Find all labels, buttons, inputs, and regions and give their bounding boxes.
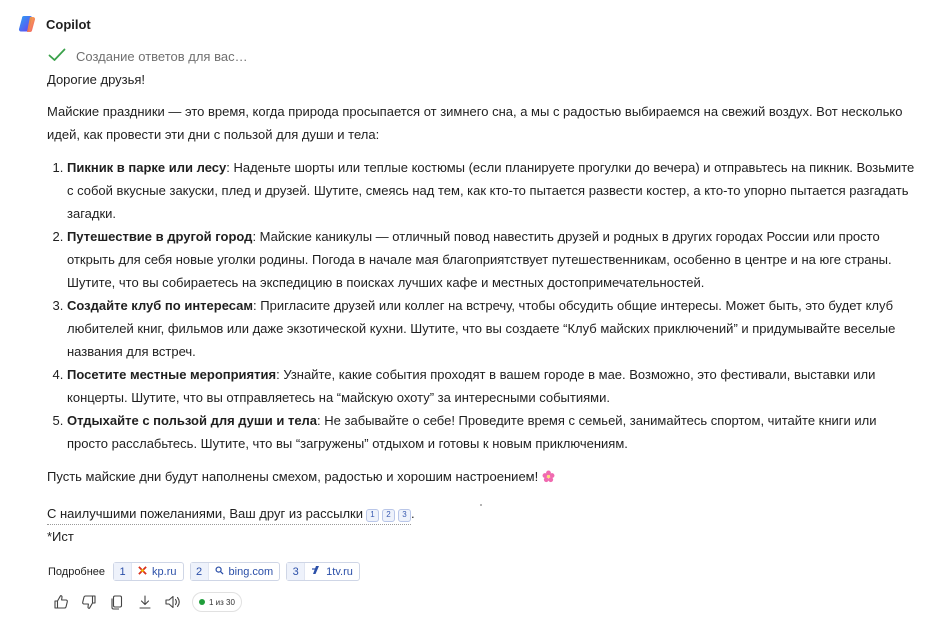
list-item bbox=[67, 156, 917, 225]
divider-dot bbox=[480, 504, 482, 506]
sources-bar bbox=[48, 562, 360, 581]
ideas-list bbox=[47, 156, 917, 455]
regards-end: . bbox=[411, 506, 415, 521]
app-title: Copilot bbox=[46, 16, 91, 32]
source-link-kp[interactable] bbox=[113, 562, 183, 581]
sources-label: Подробнее bbox=[48, 565, 106, 578]
source-link-bing[interactable] bbox=[190, 562, 281, 581]
1tv-icon bbox=[311, 565, 321, 578]
list-item bbox=[67, 225, 917, 294]
list-item-text: : Наденьте шорты или теплые костюмы (если планируете прогулки до вечера) и отправьтесь на пикник. Возьмите с собой вкусные закуски, плед и друзей. Шутите, смеясь над тем, как кто-то пытается развести костер, а кто-то упорно пытается разгадать загадки. bbox=[67, 160, 915, 221]
regards-label: С наилучшими пожеланиями, Ваш друг из рассылки bbox=[47, 506, 364, 521]
copy-icon[interactable] bbox=[108, 593, 126, 611]
status-text: Создание ответов для вас… bbox=[76, 49, 248, 64]
flower-icon bbox=[542, 469, 555, 484]
status-dot bbox=[199, 599, 205, 605]
thumbs-up-icon[interactable] bbox=[52, 593, 70, 611]
citation-3[interactable]: 3 bbox=[398, 509, 411, 522]
message-body bbox=[47, 68, 917, 525]
greeting: Дорогие друзья! bbox=[47, 72, 146, 87]
intro-paragraph: Майские праздники — это время, когда природа просыпается от зимнего сна, а мы с радостью выбираемся на свежий воздух. Вот несколько идей, как провести эти дни с пользой для души и тела: bbox=[47, 104, 903, 142]
regards-text[interactable] bbox=[47, 504, 411, 525]
checkmark-icon bbox=[48, 48, 66, 65]
source-name: bing.com bbox=[228, 565, 274, 578]
list-item-title: Путешествие в другой город bbox=[67, 229, 253, 244]
list-item-title: Отдыхайте с пользой для души и тела bbox=[67, 413, 318, 428]
source-prefix: *Ист bbox=[47, 529, 74, 544]
source-name: 1tv.ru bbox=[326, 565, 353, 578]
list-item-title: Пикник в парке или лесу bbox=[67, 160, 227, 175]
list-item bbox=[67, 409, 917, 455]
search-icon bbox=[215, 566, 224, 578]
copilot-logo-icon bbox=[18, 14, 38, 34]
list-item-text: : Майские каникулы — отличный повод навестить друзей и родных в других городах России или просто открыть для себя новые уголки родины. Погода в начале мая благоприятствует путешественникам, особенно в центре и на юге страны. Шутите, что вы собираетесь на экспедицию в поисках лучших кафе и местных достопримечательностей. bbox=[67, 229, 892, 290]
kp-icon bbox=[138, 566, 147, 578]
message-actions bbox=[52, 592, 242, 612]
speaker-icon[interactable] bbox=[164, 593, 182, 611]
response-counter bbox=[192, 592, 242, 612]
list-item bbox=[67, 363, 917, 409]
thumbs-down-icon[interactable] bbox=[80, 593, 98, 611]
download-icon[interactable] bbox=[136, 593, 154, 611]
header bbox=[18, 14, 91, 34]
source-number: 1 bbox=[114, 563, 132, 580]
citation-1[interactable]: 1 bbox=[366, 509, 379, 522]
regards-line bbox=[47, 496, 917, 525]
counter-text: 1 из 30 bbox=[209, 597, 235, 607]
generation-status bbox=[48, 48, 248, 65]
source-number: 3 bbox=[287, 563, 305, 580]
source-link-1tv[interactable] bbox=[286, 562, 360, 581]
list-item-title: Создайте клуб по интересам bbox=[67, 298, 254, 313]
closing-paragraph bbox=[47, 465, 917, 488]
closing-text: Пусть майские дни будут наполнены смехом, радостью и хорошим настроением! bbox=[47, 469, 539, 484]
list-item bbox=[67, 294, 917, 363]
source-name: kp.ru bbox=[152, 565, 177, 578]
list-item-text: : Узнайте, какие события проходят в вашем городе в мае. Возможно, это фестивали, выставки или концерты. Шутите, что вы отправляетесь на “майскую охоту” за интересными событиями. bbox=[67, 367, 876, 405]
list-item-title: Посетите местные мероприятия bbox=[67, 367, 277, 382]
citation-2[interactable]: 2 bbox=[382, 509, 395, 522]
list-item-text: : Пригласите друзей или коллег на встречу, чтобы обсудить общие интересы. Может быть, это будет клуб любителей книг, фильмов или даже экзотической кухни. Шутите, что вы создаете “Клуб майских приключений” и придумывайте веселые названия для встреч. bbox=[67, 298, 896, 359]
source-number: 2 bbox=[191, 563, 209, 580]
list-item-text: : Не забывайте о себе! Проведите время с семьей, занимайтесь спортом, читайте книги или просто расслабьтесь. Шутите, что вы “загружены” отдыхом и готовы к новым приключениям. bbox=[67, 413, 877, 451]
